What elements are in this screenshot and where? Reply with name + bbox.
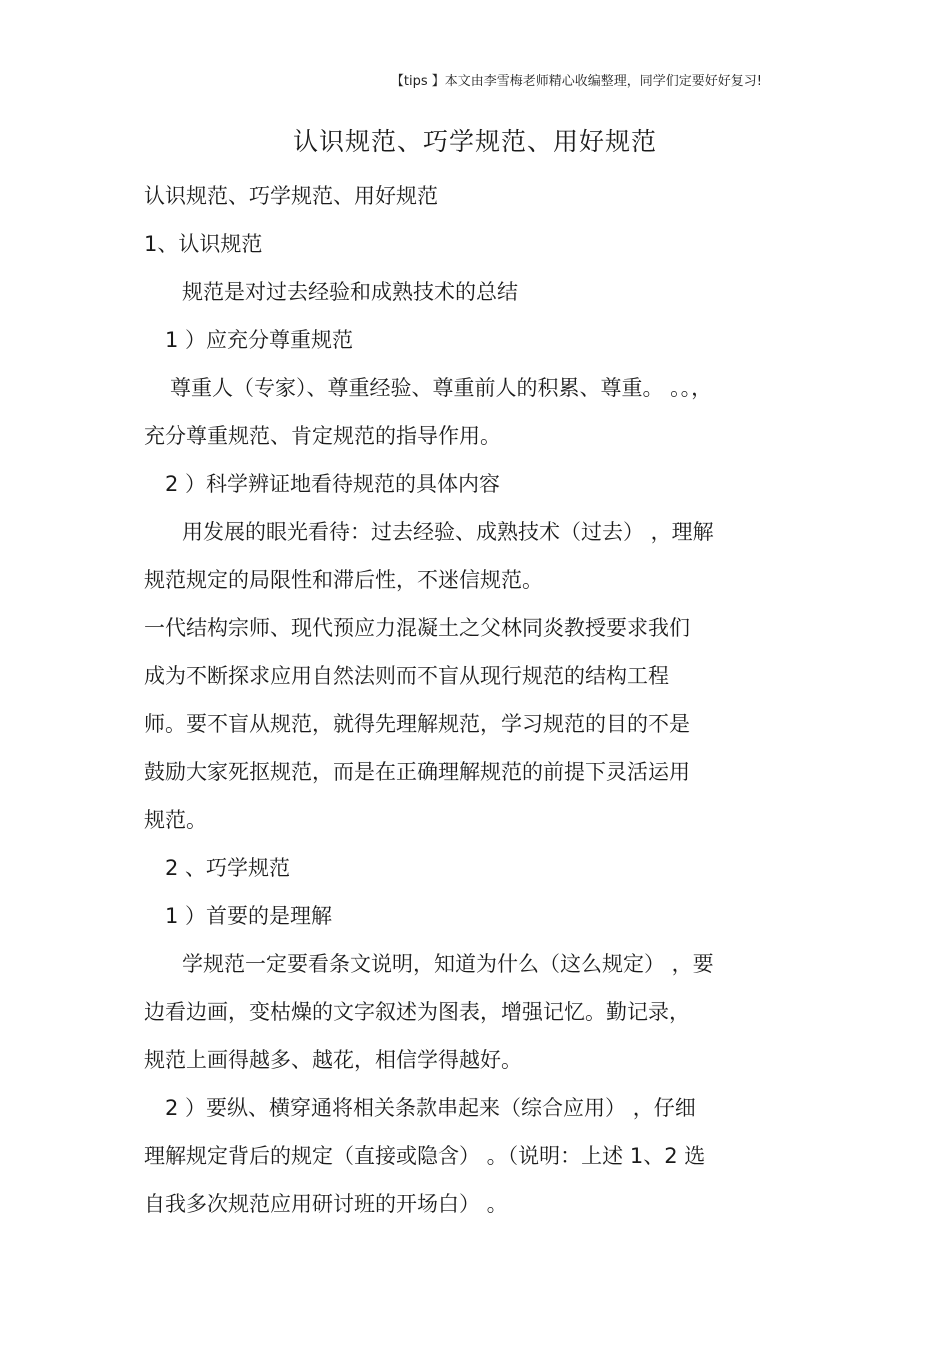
section-heading-1: 1、认识规范 <box>144 232 263 256</box>
subtitle-line: 认识规范、巧学规范、用好规范 <box>144 184 438 208</box>
paragraph-line: 理解规定背后的规定（直接或隐含） 。（说明：上述 1、2 选 <box>144 1144 706 1168</box>
paragraph-line: 自我多次规范应用研讨班的开场白） 。 <box>144 1192 508 1216</box>
paragraph-line: 学规范一定要看条文说明，知道为什么（这么规定） ，要 <box>182 952 714 976</box>
subsection-heading-2-2: 2 ）要纵、横穿通将相关条款串起来（综合应用） ，仔细 <box>165 1096 696 1120</box>
subsection-heading-1-2: 2 ）科学辨证地看待规范的具体内容 <box>165 472 501 496</box>
paragraph-line: 规范规定的局限性和滞后性，不迷信规范。 <box>144 568 543 592</box>
tips-header: 【tips 】本文由李雪梅老师精心收编整理，同学们定要好好复习! <box>390 74 762 89</box>
paragraph-line: 规范。 <box>144 808 207 832</box>
paragraph-line: 师。要不盲从规范，就得先理解规范，学习规范的目的不是 <box>144 712 690 736</box>
paragraph-line: 鼓励大家死抠规范，而是在正确理解规范的前提下灵活运用 <box>144 760 690 784</box>
subsection-heading-2-1: 1 ）首要的是理解 <box>165 904 333 928</box>
paragraph-line: 一代结构宗师、现代预应力混凝土之父林同炎教授要求我们 <box>144 616 690 640</box>
paragraph-line: 规范上画得越多、越花，相信学得越好。 <box>144 1048 522 1072</box>
paragraph-line: 用发展的眼光看待：过去经验、成熟技术（过去） ，理解 <box>182 520 714 544</box>
subsection-heading-1-1: 1 ）应充分尊重规范 <box>165 328 354 352</box>
paragraph-line: 充分尊重规范、肯定规范的指导作用。 <box>144 424 501 448</box>
paragraph-line: 成为不断探求应用自然法则而不盲从现行规范的结构工程 <box>144 664 669 688</box>
paragraph-line: 边看边画，变枯燥的文字叙述为图表，增强记忆。勤记录， <box>144 1000 690 1024</box>
paragraph-line: 尊重人（专家）、尊重经验、尊重前人的积累、尊重。 。。， <box>170 376 713 400</box>
paragraph-line: 规范是对过去经验和成熟技术的总结 <box>182 280 518 304</box>
section-heading-2: 2 、巧学规范 <box>165 856 291 880</box>
page-title: 认识规范、巧学规范、用好规范 <box>292 127 657 156</box>
